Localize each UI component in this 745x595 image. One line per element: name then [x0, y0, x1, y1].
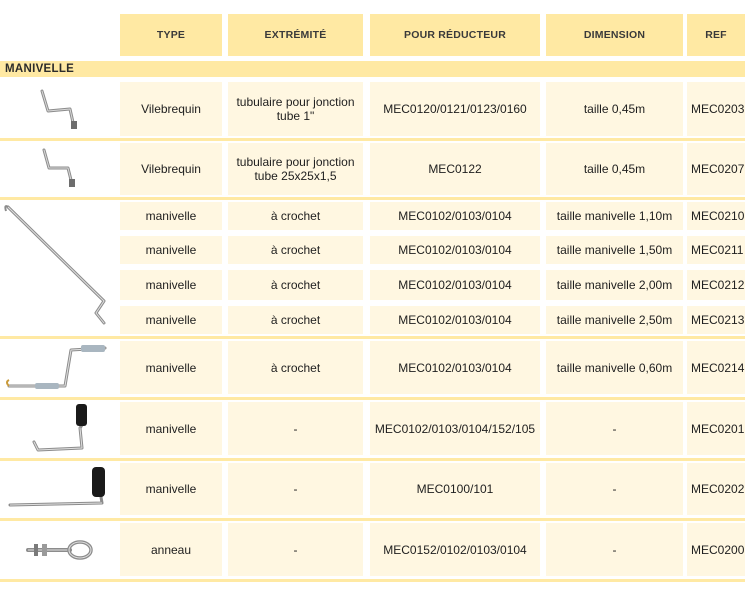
cell-extremite: - — [228, 523, 363, 576]
row-separator — [0, 397, 745, 400]
cell-type: Vilebrequin — [120, 82, 222, 136]
cell-reducteur: MEC0122 — [370, 143, 540, 195]
cell-type: manivelle — [120, 463, 222, 515]
cell-type: manivelle — [120, 306, 222, 334]
row-separator — [0, 458, 745, 461]
cell-type: anneau — [120, 523, 222, 576]
cell-reducteur: MEC0102/0103/0104 — [370, 202, 540, 230]
section-band — [0, 61, 745, 77]
header-extremite: EXTRÉMITÉ — [228, 14, 363, 56]
cell-ref: MEC0214 — [687, 341, 745, 394]
cell-type: manivelle — [120, 341, 222, 394]
header-ref: REF — [687, 14, 745, 56]
cell-extremite: à crochet — [228, 236, 363, 264]
cell-reducteur: MEC0102/0103/0104/152/105 — [370, 402, 540, 455]
cell-dimension: taille manivelle 1,10m — [546, 202, 683, 230]
long-hook-crank-icon — [0, 201, 118, 333]
cell-ref: MEC0213 — [687, 306, 745, 334]
cell-type: manivelle — [120, 236, 222, 264]
short-hook-crank-icon — [5, 342, 115, 394]
cell-type: Vilebrequin — [120, 143, 222, 195]
cell-reducteur: MEC0102/0103/0104 — [370, 341, 540, 394]
cell-ref: MEC0207 — [687, 143, 745, 195]
eye-bolt-ring-icon — [24, 534, 96, 566]
cell-type: manivelle — [120, 202, 222, 230]
cell-ref: MEC0210 — [687, 202, 745, 230]
cell-dimension: taille manivelle 1,50m — [546, 236, 683, 264]
cell-type: manivelle — [120, 402, 222, 455]
cell-reducteur: MEC0102/0103/0104 — [370, 270, 540, 300]
cell-extremite: à crochet — [228, 341, 363, 394]
cell-ref: MEC0212 — [687, 270, 745, 300]
cell-ref: MEC0201 — [687, 402, 745, 455]
cell-dimension: taille 0,45m — [546, 82, 683, 136]
handle-crank-icon — [30, 402, 100, 456]
cell-extremite: - — [228, 463, 363, 515]
row-separator — [0, 336, 745, 339]
cell-extremite: à crochet — [228, 306, 363, 334]
cell-ref: MEC0200 — [687, 523, 745, 576]
section-title: MANIVELLE — [5, 63, 75, 75]
cell-dimension: taille manivelle 2,00m — [546, 270, 683, 300]
cell-extremite: tubulaire pour jonction tube 25x25x1,5 — [228, 143, 363, 195]
cell-extremite: à crochet — [228, 202, 363, 230]
cell-reducteur: MEC0152/0102/0103/0104 — [370, 523, 540, 576]
row-separator — [0, 518, 745, 521]
header-dimension: DIMENSION — [546, 14, 683, 56]
cell-extremite: tubulaire pour jonction tube 1" — [228, 82, 363, 136]
cell-extremite: à crochet — [228, 270, 363, 300]
row-separator — [0, 138, 745, 141]
cell-dimension: taille 0,45m — [546, 143, 683, 195]
crank-brace-icon — [30, 85, 90, 135]
cell-reducteur: MEC0102/0103/0104 — [370, 306, 540, 334]
row-separator — [0, 579, 745, 582]
cell-reducteur: MEC0100/101 — [370, 463, 540, 515]
cell-dimension: - — [546, 402, 683, 455]
cell-dimension: - — [546, 463, 683, 515]
cell-dimension: taille manivelle 2,50m — [546, 306, 683, 334]
cell-extremite: - — [228, 402, 363, 455]
header-type: TYPE — [120, 14, 222, 56]
cell-reducteur: MEC0102/0103/0104 — [370, 236, 540, 264]
cell-reducteur: MEC0120/0121/0123/0160 — [370, 82, 540, 136]
handle-crank-icon — [6, 463, 110, 515]
cell-dimension: - — [546, 523, 683, 576]
row-separator — [0, 197, 745, 200]
crank-brace-icon — [30, 146, 90, 194]
cell-ref: MEC0202 — [687, 463, 745, 515]
cell-ref: MEC0211 — [687, 236, 745, 264]
cell-dimension: taille manivelle 0,60m — [546, 341, 683, 394]
cell-type: manivelle — [120, 270, 222, 300]
cell-ref: MEC0203 — [687, 82, 745, 136]
header-reducteur: POUR RÉDUCTEUR — [370, 14, 540, 56]
